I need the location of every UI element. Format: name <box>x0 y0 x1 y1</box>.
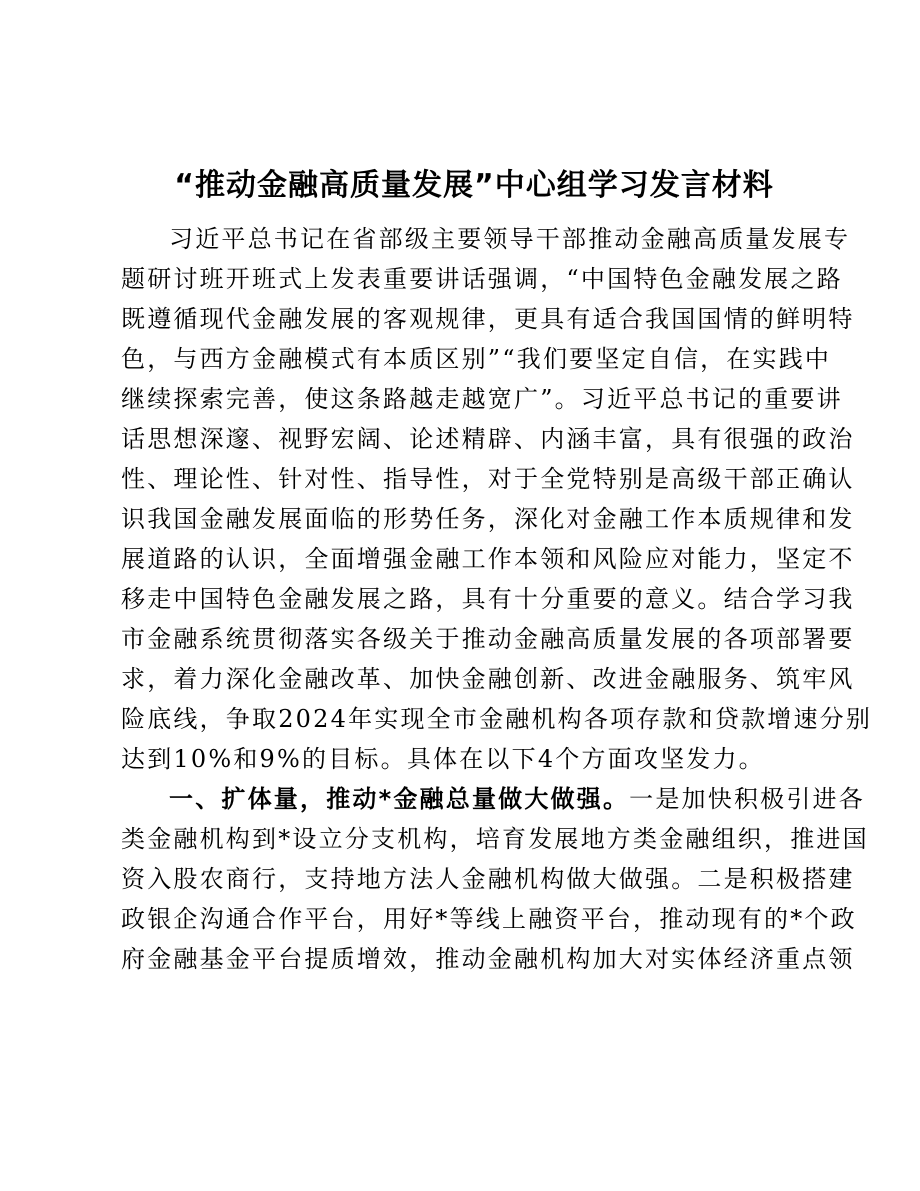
paragraph-line: 资入股农商行，支持地方法人金融机构做大做强。二是积极搭建 <box>121 865 855 893</box>
paragraph-line: 求，着力深化金融改革、加快金融创新、改进金融服务、筑牢风 <box>121 665 855 693</box>
paragraph-line: 府金融基金平台提质增效，推动金融机构加大对实体经济重点领 <box>121 945 855 973</box>
section-first-line-text: 一是加快积极引进各 <box>629 785 865 813</box>
intro-paragraph <box>121 219 873 779</box>
paragraph-line: 识我国金融发展面临的形势任务，深化对金融工作本质规律和发 <box>121 505 855 533</box>
paragraph-line: 题研讨班开班式上发表重要讲话强调，“中国特色金融发展之路 <box>121 265 843 293</box>
paragraph-line: 政银企沟通合作平台，用好*等线上融资平台，推动现有的*个政 <box>121 905 857 933</box>
paragraph-line: 类金融机构到*设立分支机构，培育发展地方类金融组织，推进国 <box>121 825 869 853</box>
section-first-line <box>121 779 865 819</box>
paragraph-line: 达到10%和9%的目标。具体在以下4个方面攻坚发力。 <box>121 745 765 773</box>
paragraph-line: 展道路的认识，全面增强金融工作本领和风险应对能力，坚定不 <box>121 545 855 573</box>
paragraph-line: 性、理论性、针对性、指导性，对于全党特别是高级干部正确认 <box>121 465 855 493</box>
section-one-paragraph <box>121 779 869 979</box>
paragraph-line: 移走中国特色金融发展之路，具有十分重要的意义。结合学习我 <box>121 585 855 613</box>
paragraph-line: 话思想深邃、视野宏阔、论述精辟、内涵丰富，具有很强的政治 <box>121 425 855 453</box>
document-body <box>121 219 873 979</box>
paragraph-line: 既遵循现代金融发展的客观规律，更具有适合我国国情的鲜明特 <box>121 305 855 333</box>
paragraph-line: 市金融系统贯彻落实各级关于推动金融高质量发展的各项部署要 <box>121 625 855 653</box>
paragraph-line: 继续探索完善，使这条路越走越宽广”。习近平总书记的重要讲 <box>121 385 843 413</box>
paragraph-line: 险底线，争取2024年实现全市金融机构各项存款和贷款增速分别 <box>121 705 873 733</box>
document-title: “推动金融高质量发展”中心组学习发言材料 <box>174 168 774 203</box>
paragraph-line: 习近平总书记在省部级主要领导干部推动金融高质量发展专 <box>169 225 851 253</box>
section-heading: 一、扩体量，推动*金融总量做大做强。 <box>169 785 630 813</box>
paragraph-line: 色，与西方金融模式有本质区别”“我们要坚定自信，在实践中 <box>121 345 832 373</box>
